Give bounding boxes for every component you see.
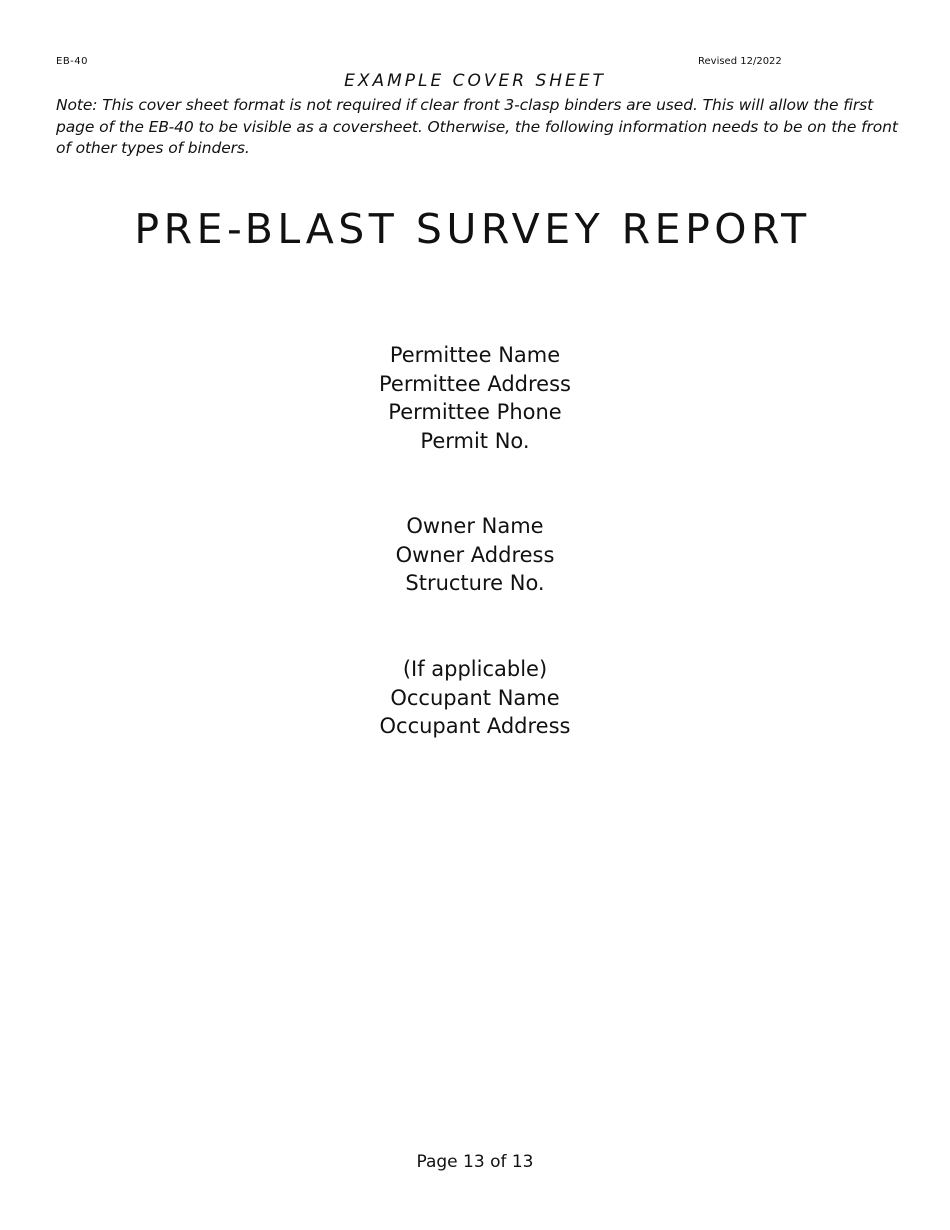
form-id: EB-40 <box>56 56 89 67</box>
report-title: PRE-BLAST SURVEY REPORT <box>134 205 811 253</box>
occupant-block <box>0 655 950 741</box>
permittee-block <box>0 341 950 456</box>
owner-name: Owner Name <box>406 514 544 538</box>
note-paragraph: Note: This cover sheet format is not required if clear front 3-clasp binders are used. This will allow the first page of the EB-40 to be visible as a coversheet. Otherwise, the following information needs to be on the front of other types of binders. <box>56 96 898 157</box>
page-number: Page 13 of 13 <box>416 1152 534 1172</box>
occupant-name: Occupant Name <box>390 685 560 710</box>
sheet-heading: EXAMPLE COVER SHEET <box>344 71 606 91</box>
owner-address: Owner Address <box>395 542 555 567</box>
revision-date: Revised 12/2022 <box>698 56 782 67</box>
occupant-qualifier: (If applicable) <box>402 657 548 681</box>
permittee-name: Permittee Name <box>389 343 561 367</box>
occupant-address: Occupant Address <box>379 714 571 739</box>
structure-number: Structure No. <box>405 571 545 596</box>
permittee-address: Permittee Address <box>378 371 571 396</box>
permittee-phone: Permittee Phone <box>388 400 562 425</box>
owner-block <box>0 512 950 598</box>
permit-number: Permit No. <box>420 429 530 454</box>
